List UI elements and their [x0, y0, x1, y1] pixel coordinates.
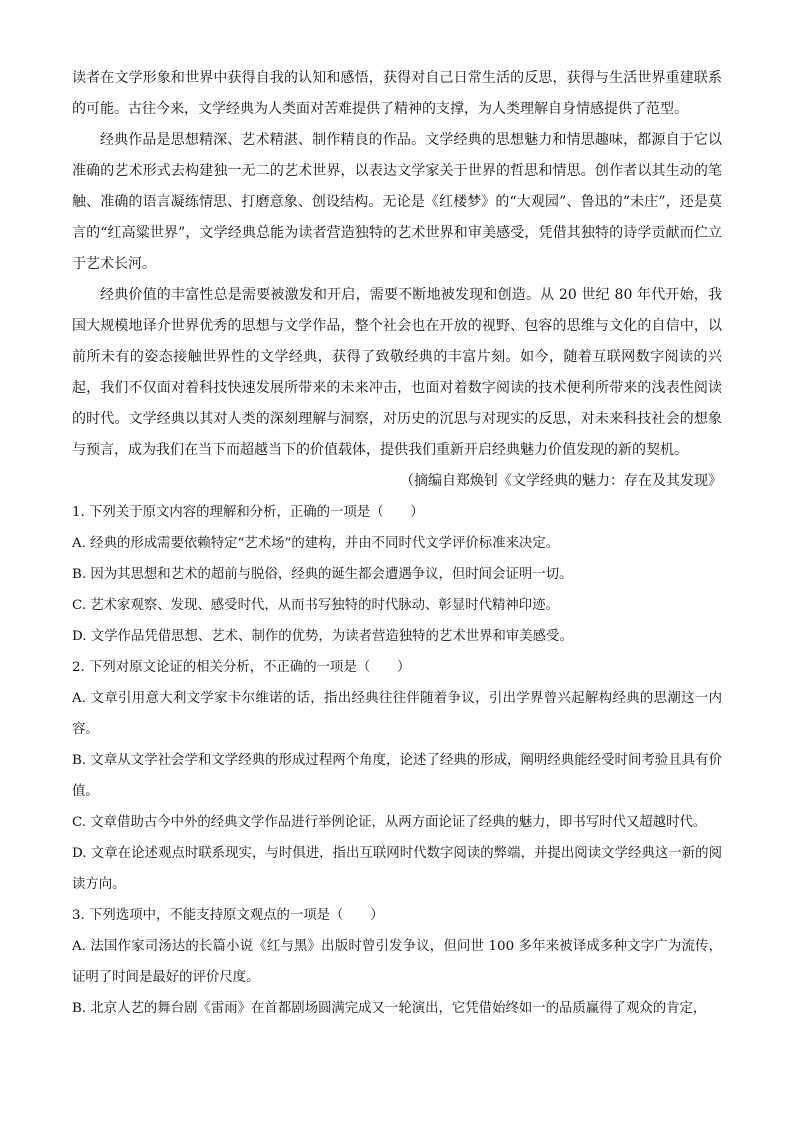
question-3-stem: 3. 下列选项中，不能支持原文观点的一项是（ ） [72, 908, 384, 923]
question-2-option-b: B. 文章从文学社会学和文学经典的形成过程两个角度，论述了经典的形成，阐明经典能经受时间考验且具有价值。 [72, 753, 722, 799]
question-3-option-a: A. 法国作家司汤达的长篇小说《红与黑》出版时曾引发争议，但问世 100 多年来被译成多种文字广为流传，证明了时间是最好的评价尺度。 [72, 939, 722, 985]
passage-paragraph-2: 经典作品是思想精深、艺术精湛、制作精良的作品。文学经典的思想魅力和情思趣味，都源自于它以准确的艺术形式去构建独一无二的艺术世界，以表达文学家关于世界的哲思和情思。创作者以其生动的笔触、准确的语言凝练情思、打磨意象、创设结构。无论是《红楼梦》的“大观园”、鲁迅的“未庄”，还是莫言的“红高粱世界”，文学经典总能为读者营造独特的艺术世界和审美感受，凭借其独特的诗学贡献而伫立于艺术长河。 [72, 132, 722, 272]
question-1-option-b: B. 因为其思想和艺术的超前与脱俗，经典的诞生都会遭遇争议，但时间会证明一切。 [72, 567, 573, 582]
question-1-option-c: C. 艺术家观察、发现、感受时代，从而书写独特的时代脉动、彰显时代精神印迹。 [72, 598, 559, 613]
question-1-option-a: A. 经典的形成需要依赖特定“艺术场”的建构，并由不同时代文学评价标准来决定。 [72, 536, 560, 551]
passage-paragraph-1: 读者在文学形象和世界中获得自我的认知和感悟，获得对自己日常生活的反思，获得与生活世界重建联系的可能。古往今来，文学经典为人类面对苦难提供了精神的支撑，为人类理解自身情感提供了范型。 [72, 70, 722, 117]
question-3-option-b: B. 北京人艺的舞台剧《雷雨》在首都剧场圆满完成又一轮演出，它凭借始终如一的品质赢得了观众的肯定， [72, 1001, 707, 1016]
question-1-option-d: D. 文学作品凭借思想、艺术、制作的优势，为读者营造独特的艺术世界和审美感受。 [72, 629, 573, 644]
question-2-stem: 2. 下列对原文论证的相关分析，不正确的一项是（ ） [72, 660, 411, 675]
document-page [72, 63, 722, 1024]
passage-source: （摘编自郑焕钊《文学经典的魅力：存在及其发现》 [400, 473, 722, 489]
question-1-stem: 1. 下列关于原文内容的理解和分析，正确的一项是（ ） [72, 505, 424, 520]
passage-paragraph-3: 经典价值的丰富性总是需要被激发和开启，需要不断地被发现和创造。从 20 世纪 80 年代开始，我国大规模地译介世界优秀的思想与文学作品，整个社会也在开放的视野、包容的思维与文化的自信中，以前所未有的姿态接触世界性的文学经典，获得了致敬经典的丰富片刻。如今，随着互联网数字阅读的兴起，我们不仅面对着科技快速发展所带来的未来冲击，也面对着数字阅读的技术便利所带来的浅表性阅读的时代。文学经典以其对人类的深刻理解与洞察，对历史的沉思与对现实的反思，对未来科技社会的想象与预言，成为我们在当下而超越当下的价值载体，提供我们重新开启经典魅力价值发现的新的契机。 [72, 287, 722, 458]
question-2-option-d: D. 文章在论述观点时联系现实，与时俱进，指出互联网时代数字阅读的弊端，并提出阅读文学经典这一新的阅读方向。 [72, 846, 722, 892]
question-2-option-c: C. 文章借助古今中外的经典文学作品进行举例论证，从两方面论证了经典的魅力，即书写时代又超越时代。 [72, 815, 707, 830]
question-2-option-a: A. 文章引用意大利文学家卡尔维诺的话，指出经典往往伴随着争议，引出学界曾兴起解构经典的思潮这一内容。 [72, 691, 722, 737]
